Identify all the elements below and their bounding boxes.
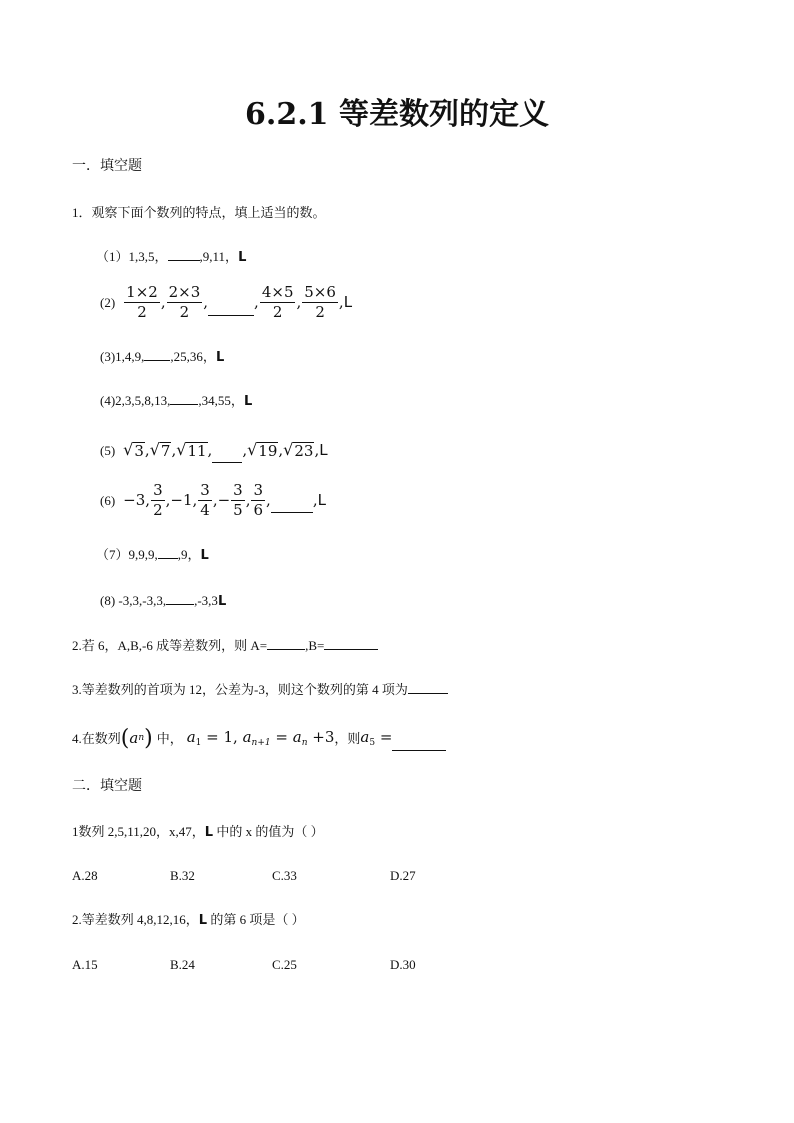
paren-left: ( [120,725,130,751]
mc-q2-option-a[interactable]: A.15 [72,957,98,972]
numerator: 3 [253,481,264,499]
comma: , [203,292,209,311]
item-text: ,25,36， [170,349,216,364]
numerator: 1×2 [126,283,158,301]
radical-sign: √ [176,440,187,459]
answer-blank[interactable] [408,681,448,694]
item-label: （7） [96,547,129,562]
comma: , [171,441,177,459]
square-root [283,442,314,459]
question-3 [72,681,448,696]
item-label: (4) [100,393,116,408]
target-term [360,727,393,748]
recurrence-formula [186,727,335,748]
plus-term: +3 [307,727,335,746]
denominator: 2 [272,302,283,321]
item-text: ,-3,3 [194,593,218,608]
q1-item-6 [100,482,326,518]
numerator: 4×5 [261,283,294,301]
mc-q2-option-d[interactable]: D.30 [390,957,416,972]
fraction-sequence [123,284,352,320]
question-text: 的第 6 项是（ ） [207,912,305,927]
answer-blank[interactable] [271,500,313,513]
question-text: 中的 x 的值为（ ） [213,824,324,839]
ellipsis-symbol: L [319,441,328,459]
question-text: 2.等差数列 4,8,12,16， [72,912,199,927]
comma: , [266,490,271,509]
fraction [167,284,203,320]
equals: = [375,727,393,746]
section-two-heading: 二．填空题 [72,779,142,794]
answer-blank-b[interactable] [324,637,378,650]
fraction [251,482,265,518]
item-text: 9,9,9, [128,547,158,562]
question-text: 3.等差数列的首项为 12，公差为-3，则这个数列的第 4 项为 [72,682,408,697]
mc-q2-option-c[interactable]: C.25 [272,957,297,972]
answer-blank[interactable] [168,248,200,261]
mc-question-2 [72,913,305,927]
denominator: 4 [200,500,210,519]
mc-q1-option-b[interactable]: B.32 [170,868,195,883]
radical-sign: √ [123,440,134,459]
question-2 [72,637,378,652]
square-root [247,442,278,459]
comma: , [144,441,150,459]
item-label: (6) [100,492,116,508]
denominator: 2 [137,302,147,321]
item-text: ,9,11， [199,249,239,264]
question-text: 1数列 2,5,11,20，x,47， [72,824,205,839]
item-text: ,9， [177,547,201,562]
square-root [176,442,207,459]
q1-item-7 [96,546,209,562]
comma: , [314,441,320,459]
sequence-notation [120,725,153,751]
var-a: a [292,727,302,746]
item-text: ,34,55， [198,393,244,408]
item-text: -3,3,-3,3, [118,593,167,608]
radical-sign: √ [283,440,294,459]
ellipsis-symbol: L [198,913,208,928]
answer-blank[interactable] [144,348,170,361]
comma: , [254,292,259,311]
radicand: 23 [294,442,314,460]
question-4 [72,726,446,751]
term: −3, [123,490,151,509]
question-text: 4.在数列 [72,731,121,746]
var-a: a [242,727,252,746]
fraction [151,482,165,518]
item-text: 1,4,9, [115,349,145,364]
ellipsis-symbol: L [200,548,209,563]
mc-q1-option-c[interactable]: C.33 [272,868,297,883]
q1-item-4 [100,392,252,408]
var-a: a [360,727,370,746]
question-text: 中， [156,731,183,746]
term: ,− [212,490,231,509]
ellipsis-symbol: L [243,394,253,409]
item-label: (5) [100,443,116,458]
radicand: 19 [258,442,278,460]
radical-sign: √ [247,440,258,459]
numerator: 3 [153,481,163,499]
item-label: (8) [100,593,116,608]
item-text: 1,3,5， [128,249,168,264]
answer-blank[interactable] [170,392,198,405]
paren-right: ) [144,725,153,751]
fraction [260,284,296,320]
question-1-stem: 1．观察下面个数列的特点，填上适当的数。 [72,205,326,220]
answer-blank[interactable] [208,303,254,316]
radicand: 7 [160,442,171,460]
radicand: 11 [187,442,207,460]
q1-item-1 [96,248,246,264]
term: ,−1, [165,490,198,509]
q1-item-3 [100,348,224,364]
answer-blank-a[interactable] [267,637,305,650]
comma: , [338,292,344,311]
square-root [150,442,172,459]
fraction [231,482,245,518]
subscript: 1 [195,737,202,748]
mc-q1-option-d[interactable]: D.27 [390,868,416,883]
subscript: 5 [369,737,376,748]
q1-item-8 [100,592,226,608]
comma: , [245,490,251,509]
denominator: 5 [233,500,243,519]
q1-item-5 [100,438,328,463]
question-text: ,B= [305,638,325,653]
item-label: (2) [100,294,116,310]
comma: , [278,441,284,459]
denominator: 2 [179,302,190,321]
question-text: ，则 [334,731,361,746]
subscript: n+1 [251,737,271,748]
denominator: 2 [315,302,325,321]
comma: , [312,490,318,509]
sequence-symbol: a [129,729,139,747]
answer-blank[interactable] [166,592,194,605]
square-root [123,442,145,459]
ellipsis-symbol: L [343,292,353,311]
mc-q1-option-a[interactable]: A.28 [72,868,98,883]
fraction [302,284,338,320]
comma: , [207,441,213,459]
answer-blank[interactable] [158,546,178,559]
ellipsis-symbol: L [238,250,247,265]
mixed-sequence [123,482,326,518]
page-title: 6.2.1 等差数列的定义 [245,97,549,132]
denominator: 6 [253,500,264,519]
var-a: a [186,727,196,746]
numerator: 2×3 [168,283,201,301]
item-label: （1） [96,249,129,264]
ellipsis-symbol: L [215,350,225,365]
radicand: 3 [134,442,144,460]
section-one-heading: 一．填空题 [72,159,142,174]
numerator: 5×6 [304,283,336,301]
comma: , [242,441,248,459]
radical-sequence [123,438,327,463]
mc-question-1 [72,825,324,839]
ellipsis-symbol: L [317,490,326,509]
equals-term: = 1, [201,727,243,746]
subscript: n [301,737,308,748]
item-text: 2,3,5,8,13, [115,393,171,408]
ellipsis-symbol: L [204,825,214,840]
q1-item-2 [100,284,352,320]
denominator: 2 [153,500,163,519]
radical-sign: √ [149,440,160,459]
question-text: 2.若 6，A,B,-6 成等差数列，则 A= [72,638,268,653]
comma: , [296,292,302,311]
mc-q2-option-b[interactable]: B.24 [170,957,195,972]
item-label: (3) [100,349,116,364]
ellipsis-symbol: L [217,594,227,609]
answer-blank[interactable] [392,738,446,751]
fraction [124,284,160,320]
numerator: 3 [233,481,243,499]
fraction [198,482,212,518]
equals: = [270,727,293,746]
comma: , [160,292,166,311]
answer-blank[interactable] [212,450,242,463]
subscript: n [138,733,145,743]
numerator: 3 [200,481,210,499]
